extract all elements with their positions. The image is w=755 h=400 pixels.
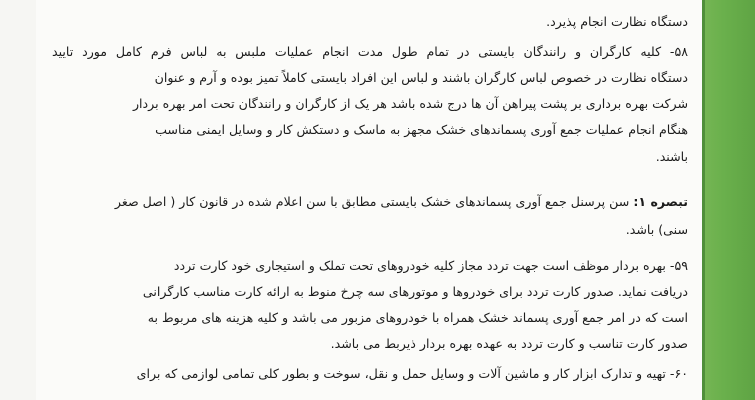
text-line-10 <box>143 284 688 299</box>
line-text: شرکت بهره برداری بر پشت پیراهن آن ها درج شده باشد هر یک از کارگران و رانندگان تحت امر بهره بردار <box>132 96 688 111</box>
line-text: سن پرسنل جمع آوری پسماندهای خشک بایستی مطابق با سن اعلام شده در قانون کار ( اصل صغر <box>114 194 630 209</box>
line-text: صدور کارت تناسب و کارت تردد به عهده بهره بردار ذیربط می باشد. <box>330 336 688 351</box>
text-line-11 <box>148 310 688 325</box>
text-line-13 <box>137 366 688 381</box>
line-text: ۵۹- بهره بردار موظف است جهت تردد مجاز کلیه خودروهای تحت تملک و استیجاری خود کارت تردد <box>173 258 688 273</box>
line-text: دستگاه نظارت انجام پذیرد. <box>546 14 688 29</box>
note-label: تبصره ۱: <box>633 194 688 209</box>
text-line-3 <box>52 70 688 85</box>
text-line-12 <box>331 336 688 351</box>
text-line-2 <box>52 44 688 59</box>
line-text: هنگام انجام عملیات جمع آوری پسماندهای خشک مجهز به ماسک و دستکش کار و وسایل ایمنی مناسب <box>155 122 688 137</box>
text-line-6 <box>656 149 688 164</box>
text-line-4 <box>52 96 688 111</box>
line-text: سنی) باشد. <box>625 222 688 237</box>
note-line-2 <box>626 222 688 237</box>
text-line-1 <box>546 14 688 29</box>
document-page <box>36 0 702 400</box>
line-text: دریافت نماید. صدور کارت تردد برای خودروها و موتورهای سه چرخ منوط به ارائه کارت مناسب کارگرانی <box>142 284 688 299</box>
line-text: ۶۰- تهیه و تدارک ابزار کار و ماشین آلات و وسایل حمل و نقل، سوخت و بطور کلی تمامی لوازمی که برای <box>136 366 688 381</box>
text-line-9 <box>174 258 688 273</box>
text-line-5 <box>52 122 688 137</box>
line-text: است که در امر جمع آوری پسماند خشک همراه با خودروهای مزبور می باشد و کلیه هزینه های مربوط به <box>147 310 688 325</box>
green-accent-bar <box>702 0 755 400</box>
line-text: باشند. <box>655 149 688 164</box>
left-page-margin <box>0 0 36 400</box>
line-text: دستگاه نظارت در خصوص لباس کارگران باشند و لباس این افراد بایستی کاملاً تمیز بوده و آرم و عنوان <box>154 70 688 85</box>
note-line-1 <box>115 194 688 209</box>
line-text: ۵۸- کلیه کارگران و رانندگان بایستی در تمام طول مدت انجام عملیات ملبس به لباس فرم کامل مورد تایید <box>52 44 688 59</box>
